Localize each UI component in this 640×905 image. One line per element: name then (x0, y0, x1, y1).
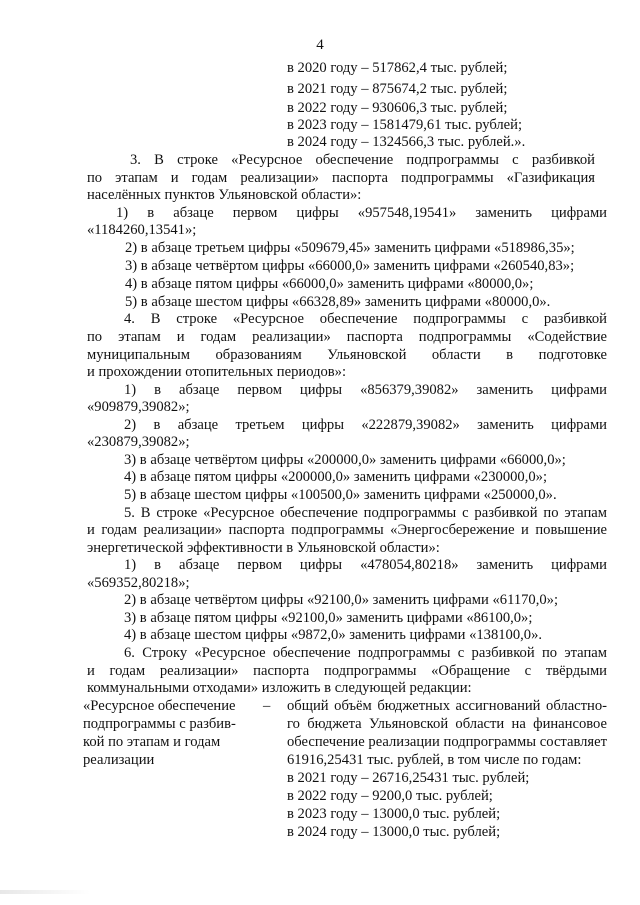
table-value-line: в 2023 году – 13000,0 тыс. рублей; (287, 806, 501, 822)
table-value-line: в 2022 году – 9200,0 тыс. рублей; (287, 788, 493, 804)
table-label-line: подпрограммы с разбив- (83, 716, 236, 732)
text-line: 2) в абзаце четвёртом цифры «92100,0» заменить цифрами «61170,0»; (124, 592, 559, 608)
text-line: по этапам и годам реализации» паспорта подпрограммы «Газификация (87, 170, 595, 186)
text-line: 2) в абзаце третьем цифры «509679,45» заменить цифрами «518986,35»; (125, 240, 575, 256)
text-line: и годам реализации» паспорта подпрограммы «Энергосбережение и повышение (87, 522, 607, 538)
text-line: «1184260,13541»; (87, 222, 197, 238)
text-line: 3) в абзаце пятом цифры «92100,0» заменить цифрами «86100,0»; (124, 610, 533, 626)
table-dash: – (263, 698, 271, 714)
text-line: 1) в абзаце первом цифры «478054,80218» заменить цифрами (124, 557, 607, 573)
text-line: в 2023 году – 1581479,61 тыс. рублей; (287, 117, 523, 133)
text-line: коммунальными отходами» изложить в следующей редакции: (87, 680, 472, 696)
text-line: 4) в абзаце пятом цифры «200000,0» заменить цифрами «230000,0»; (124, 469, 548, 485)
text-line: 6. Строку «Ресурсное обеспечение подпрограммы с разбивкой по этапам (124, 645, 607, 661)
text-line: 1) в абзаце первом цифры «957548,19541» заменить цифрами (116, 205, 607, 221)
text-line: 2) в абзаце третьем цифры «222879,39082» заменить цифрами (124, 417, 607, 433)
table-value-line: го бюджета Ульяновской области на финансовое (287, 716, 607, 732)
text-line: «909879,39082»; (87, 399, 190, 415)
text-line: и годам реализации» паспорта подпрограммы «Обращение с твёрдыми (87, 663, 607, 679)
table-label-line: кой по этапам и годам (83, 734, 221, 750)
text-line: в 2021 году – 875674,2 тыс. рублей; (287, 81, 508, 97)
text-line: населённых пунктов Ульяновской области»: (87, 187, 362, 203)
text-line: 5) в абзаце шестом цифры «66328,89» заменить цифрами «80000,0». (125, 294, 551, 310)
text-line: 3) в абзаце четвёртом цифры «66000,0» заменить цифрами «260540,83»; (125, 258, 575, 274)
table-value-line: общий объём бюджетных ассигнований областно- (287, 698, 607, 714)
table-label-line: реализации (83, 752, 155, 768)
text-line: 5. В строке «Ресурсное обеспечение подпрограммы с разбивкой по этапам (124, 505, 607, 521)
text-line: по этапам и годам реализации» паспорта подпрограммы «Содействие (87, 329, 607, 345)
text-line: «569352,80218»; (87, 575, 190, 591)
table-value-line: в 2021 году – 26716,25431 тыс. рублей; (287, 770, 530, 786)
table-value-line: 61916,25431 тыс. рублей, в том числе по годам: (287, 752, 582, 768)
table-label-line: «Ресурсное обеспечение (83, 698, 236, 714)
text-line: и прохождении отопительных периодов»: (87, 364, 347, 380)
text-line: 3. В строке «Ресурсное обеспечение подпрограммы с разбивкой (130, 152, 595, 168)
page-number: 4 (316, 37, 324, 53)
text-line: «230879,39082»; (87, 434, 190, 450)
text-line: 1) в абзаце первом цифры «856379,39082» заменить цифрами (124, 382, 607, 398)
text-line: энергетической эффективности в Ульяновской области»: (87, 540, 440, 556)
text-line: 5) в абзаце шестом цифры «100500,0» заменить цифрами «250000,0». (124, 487, 557, 503)
table-value-line: в 2024 году – 13000,0 тыс. рублей; (287, 824, 501, 840)
text-line: 4) в абзаце шестом цифры «9872,0» заменить цифрами «138100,0». (124, 627, 543, 643)
text-line: 4. В строке «Ресурсное обеспечение подпрограммы с разбивкой (124, 311, 607, 327)
text-line: 4) в абзаце пятом цифры «66000,0» заменить цифрами «80000,0»; (125, 276, 534, 292)
text-line: в 2020 году – 517862,4 тыс. рублей; (287, 60, 508, 76)
table-value-line: обеспечение реализации подпрограммы составляет (287, 734, 607, 750)
text-line: муниципальным образованиям Ульяновской области в подготовке (87, 347, 607, 363)
scan-artifact (0, 890, 90, 894)
text-line: 3) в абзаце четвёртом цифры «200000,0» заменить цифрами «66000,0»; (124, 452, 566, 468)
text-line: в 2022 году – 930606,3 тыс. рублей; (287, 100, 508, 116)
text-line: в 2024 году – 1324566,3 тыс. рублей.». (287, 134, 526, 150)
